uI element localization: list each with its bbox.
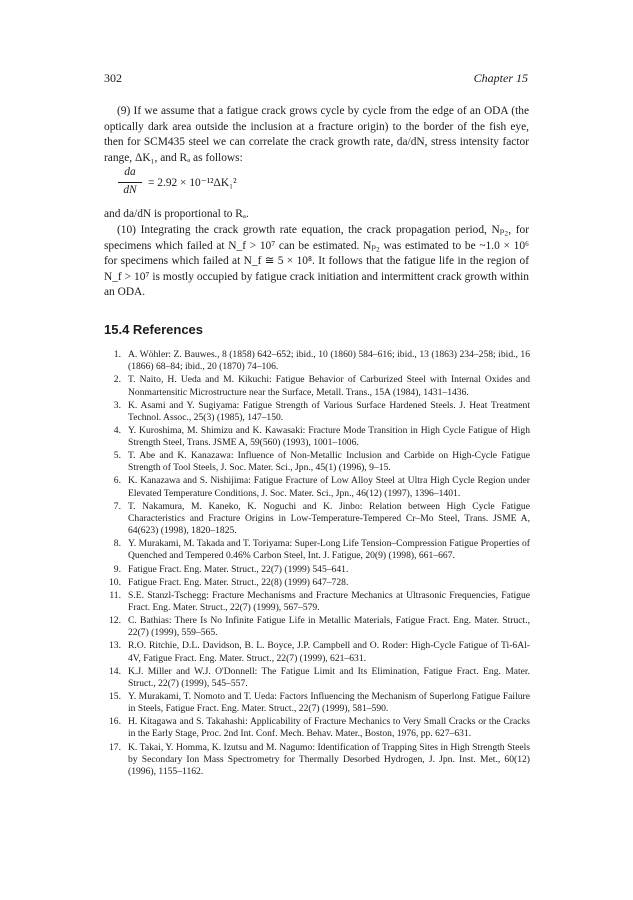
fraction-bar — [118, 182, 142, 183]
reference-item — [104, 615, 530, 639]
reference-text: T. Naito, H. Ueda and M. Kikuchi: Fatigue Behavior of Carburized Steel with Internal Oxides and Nonmartensitic Microstructure near the Surface, Metall. Trans., 15A (1984), 1431–1436. — [128, 374, 530, 398]
reference-number: 1. — [113, 349, 121, 360]
paragraph-10: (10) Integrating the crack growth rate equation, the crack propagation period, Nₚ₂, for specimens which failed at N_f > 10⁷ can be estimated. Nₚ₂ was estimated to be ~1.0 × 10⁶ for specimens which failed at N_f ≅ 5 × 10⁸. It follows that the fatigue life in the region of N_f > 10⁷ is mostly occupied by fatigue crack initiation and intermittent crack growth within an ODA. — [104, 224, 529, 299]
reference-item — [104, 716, 530, 740]
reference-text: S.E. Stanzl-Tschegg: Fracture Mechanisms and Fracture Mechanics at Ultrasonic Frequencies, Fatigue Fract. Eng. Mater. Struct., 22(7) (1999), 567–579. — [128, 589, 530, 613]
reference-number: 13. — [109, 640, 121, 652]
reference-item — [104, 349, 530, 373]
reference-item — [104, 691, 530, 715]
reference-item — [104, 640, 530, 664]
reference-number: 3. — [113, 399, 121, 411]
running-head: Chapter 15 — [473, 71, 528, 85]
reference-item — [104, 538, 530, 562]
reference-number: 16. — [109, 716, 121, 728]
reference-number: 9. — [113, 563, 121, 575]
reference-text: Y. Kuroshima, M. Shimizu and K. Kawasaki: Fracture Mode Transition in High Cycle Fatigue of High Strength Steel, Trans. JSME A, 59(560) (1993), 1001–1006. — [128, 424, 530, 449]
reference-item — [104, 577, 530, 589]
reference-item — [104, 374, 530, 398]
reference-number: 6. — [113, 475, 121, 487]
reference-text: H. Kitagawa and S. Takahashi: Applicability of Fracture Mechanics to Very Small Cracks or the Cracks in the Early Stage, Proc. 2nd Int. Conf. Mech. Behav. Mater., Boston, 1976, pp. 627–631. — [128, 716, 530, 740]
equation-denominator: dN — [123, 184, 137, 196]
reference-text: T. Abe and K. Kanazawa: Influence of Non-Metallic Inclusion and Carbide on High-Cycle Fatigue Strength of Tool Steels, J. Soc. Mater. Sci., Jpn., 45(1) (1996), 9–15. — [128, 450, 530, 474]
equation-numerator: da — [124, 166, 136, 178]
reference-list — [104, 349, 530, 779]
reference-item — [104, 400, 530, 424]
paragraph-9: (9) If we assume that a fatigue crack grows cycle by cycle from the edge of an ODA (the optically dark area outside the inclusion at a fracture origin) to the border of the fish eye, then for SCM435 steel we can correlate the crack growth rate, da/dN, stress intensity factor range, ΔK₁, and Rₐ as follows: — [104, 105, 529, 164]
equation-rhs: = 2.92 × 10⁻¹²ΔK₁² — [148, 177, 237, 189]
reference-number: 14. — [109, 665, 121, 677]
reference-text: Fatigue Fract. Eng. Mater. Struct., 22(7) (1999) 545–641. — [128, 563, 349, 575]
page-number: 302 — [104, 71, 122, 85]
reference-item — [104, 475, 530, 499]
reference-text: K. Takai, Y. Homma, K. Izutsu and M. Nagumo: Identification of Trapping Sites in High Strength Steels by Secondary Ion Mass Spectrometry for Thermally Desorbed Hydrogen, J. Jpn. Inst. Met., 60(12) (1996), 1155–1162. — [128, 741, 530, 777]
paragraph-9-continued: and da/dN is proportional to Rₐ. — [104, 208, 249, 220]
reference-item — [104, 501, 530, 538]
reference-item — [104, 450, 530, 474]
reference-number: 7. — [113, 500, 121, 512]
reference-text: K. Kanazawa and S. Nishijima: Fatigue Fracture of Low Alloy Steel at Ultra High Cycle Region under Elevated Temperature Conditions, J. Soc. Mater. Sci., Jpn., 46(12) (1997), 1396–1401. — [128, 475, 530, 499]
reference-text: Y. Murakami, M. Takada and T. Toriyama: Super-Long Life Tension–Compression Fatigue Properties of Quenched and Tempered 0.46% Carbon Steel, Int. J. Fatigue, 20(9) (1998), 661–667. — [128, 538, 530, 562]
reference-number: 5. — [113, 450, 121, 462]
reference-text: Fatigue Fract. Eng. Mater. Struct., 22(8) (1999) 647–728. — [128, 576, 349, 588]
reference-text: C. Bathias: There Is No Infinite Fatigue Life in Metallic Materials, Fatigue Fract. Eng. Mater. Struct., 22(7) (1999), 559–565. — [128, 615, 530, 639]
reference-number: 10. — [109, 576, 121, 588]
reference-text: K.J. Miller and W.J. O'Donnell: The Fatigue Limit and Its Elimination, Fatigue Fract. Eng. Mater. Struct., 22(7) (1999), 545–557. — [128, 665, 530, 689]
reference-text: K. Asami and Y. Sugiyama: Fatigue Strength of Various Surface Hardened Steels. J. Heat Treatment Technol. Assoc., 25(3) (1985), 147–150. — [128, 399, 530, 423]
reference-text: T. Nakamura, M. Kaneko, K. Noguchi and K. Jinbo: Relation between High Cycle Fatigue Characteristics and Fracture Origins in Low-Temperature-Tempered Cr–Mo Steel, Trans. JSME A, 64(623) (1998), 1820–1825. — [128, 500, 530, 537]
reference-number: 8. — [113, 538, 121, 550]
reference-item — [104, 666, 530, 690]
reference-number: 17. — [109, 741, 121, 753]
reference-number: 4. — [113, 424, 121, 436]
section-heading: 15.4 References — [104, 322, 204, 337]
reference-text: A. Wöhler: Z. Bauwes., 8 (1858) 642–652; ibid., 10 (1860) 584–616; ibid., 13 (1863) 234–258; ibid., 16 (1866) 68–84; ibid., 20 (1870) 74–106. — [128, 349, 530, 373]
reference-item — [104, 590, 530, 614]
reference-text: R.O. Ritchie, D.L. Davidson, B. L. Boyce, J.P. Campbell and O. Roder: High-Cycle Fatigue of Ti-6Al-4V, Fatigue Fract. Eng. Mater. Struct., 22(7) (1999), 621–631. — [128, 640, 530, 664]
reference-item — [104, 425, 530, 449]
reference-item — [104, 564, 530, 576]
reference-text: Y. Murakami, T. Nomoto and T. Ueda: Factors Influencing the Mechanism of Superlong Fatigue Failure in Steels, Fatigue Fract. Eng. Mater. Struct., 22(7) (1999), 581–590. — [128, 690, 530, 715]
reference-number: 15. — [109, 690, 121, 702]
reference-number: 2. — [113, 374, 121, 386]
reference-number: 11. — [109, 589, 121, 601]
reference-number: 12. — [109, 615, 121, 627]
reference-item — [104, 742, 530, 779]
